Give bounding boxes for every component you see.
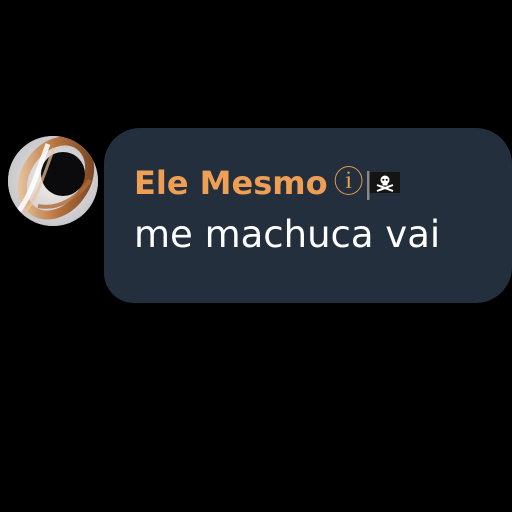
avatar[interactable]: [8, 136, 98, 226]
sender-name[interactable]: Ele Mesmo: [134, 164, 328, 202]
black-hole-avatar-icon: [8, 136, 98, 226]
message-text: me machuca vai: [134, 213, 441, 256]
pirate-flag-icon: [366, 169, 402, 201]
sender-line: [134, 158, 488, 208]
message-bubble[interactable]: [104, 128, 512, 303]
info-badge-icon: ⓘ: [333, 165, 364, 200]
